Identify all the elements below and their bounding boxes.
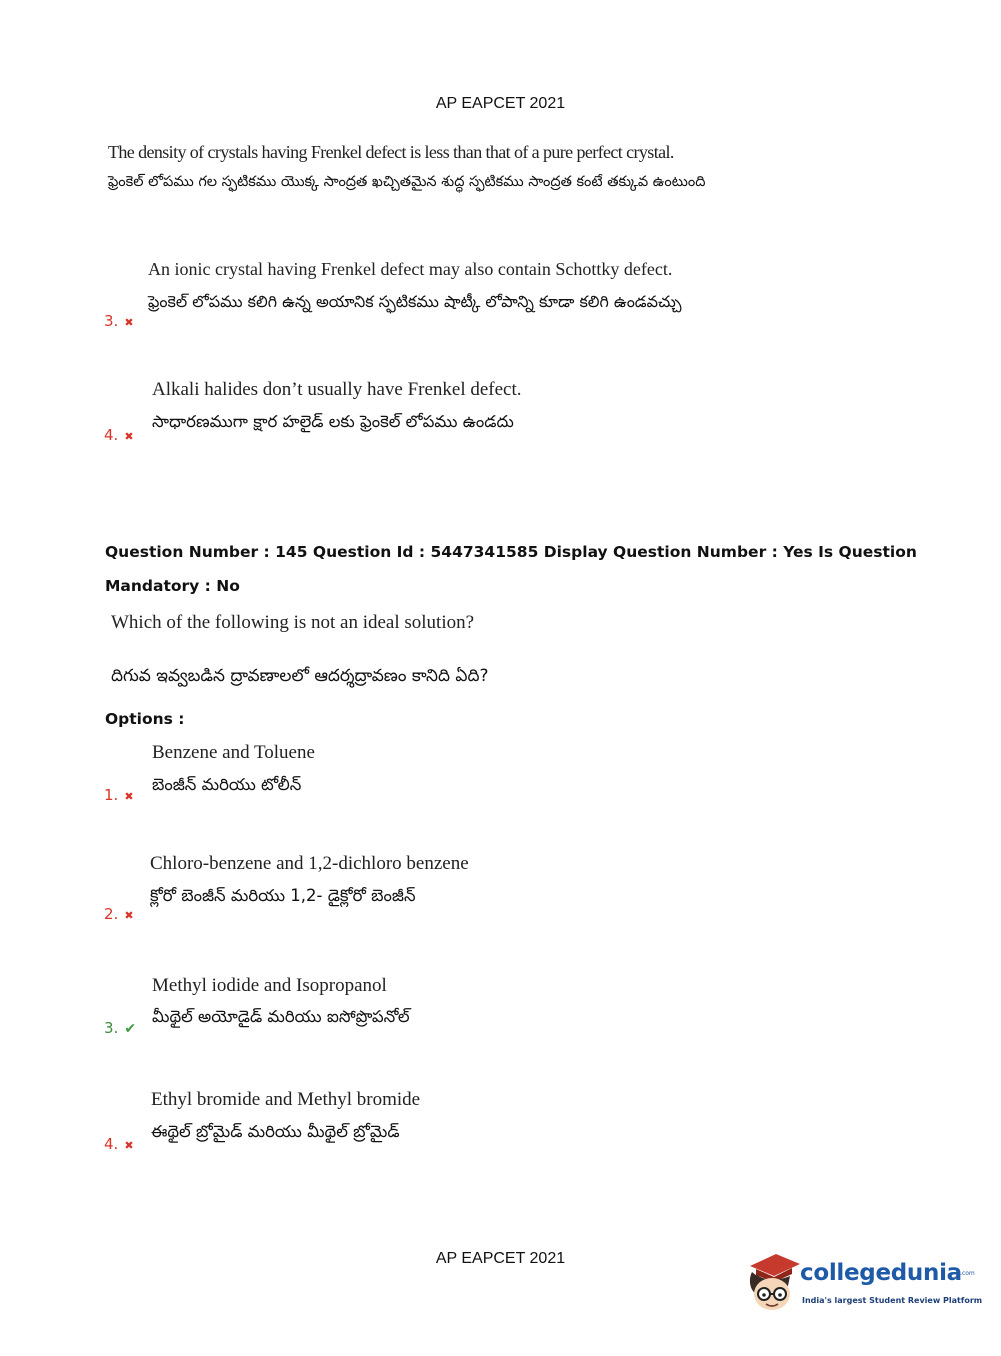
question-meta-line1: Question Number : 145 Question Id : 5447341585 Display Question Number : Yes Is Question [105,543,917,561]
logo-wordmark: collegedunia [800,1260,962,1286]
option-4-english: Ethyl bromide and Methyl bromide [151,1089,421,1110]
prev-statement-english: The density of crystals having Frenkel defect is less than that of a pure perfect crystal. [108,142,674,162]
option-2-telugu: క్లోరో బెంజీన్ మరియు 1,2- డైక్లోరో బెంజీన్ [150,886,416,905]
options-label: Options : [105,710,185,728]
prev-option-4-english: Alkali halides don’t usually have Frenkel defect. [152,379,522,400]
prev-option-3-english: An ionic crystal having Frenkel defect may also contain Schottky defect. [148,259,673,279]
prev-option-4-number [104,426,134,444]
option-2-english: Chloro-benzene and 1,2-dichloro benzene [150,853,469,874]
option-4-telugu: ఈథైల్ బ్రోమైడ్ మరియు మీథైల్ బ్రోమైడ్ [151,1122,400,1141]
prev-option-3-number [104,312,134,330]
mascot-icon [742,1250,802,1316]
option-3-number [104,1019,136,1037]
option-3-telugu: మీథైల్ అయోడైడ్ మరియు ఐసోప్రొపనోల్ [152,1007,410,1026]
option-number: 4. [104,426,119,444]
cross-icon: ✖ [124,430,134,443]
option-number: 4. [104,1135,119,1153]
option-2-number [104,905,134,923]
cross-icon: ✖ [124,909,134,922]
option-1-english: Benzene and Toluene [152,742,315,763]
prev-statement-telugu: ఫ్రెంకెల్ లోపము గల స్ఫటికము యొక్క సాంద్రత ఖచ్చితమైన శుద్ధ స్ఫటికము సాంద్రత కంటే తక్కువ ఉంటుంది [108,174,706,190]
option-4-number [104,1135,134,1153]
prev-option-4-telugu: సాధారణముగా క్షార హలైడ్ లకు ఫ్రెంకెల్ లోపము ఉండదు [152,412,514,431]
question-text-telugu: దిగువ ఇవ్వబడిన ద్రావణాలలో ఆదర్శద్రావణం కానిది ఏది? [111,666,489,686]
option-number: 3. [104,1019,119,1037]
question-meta-line2: Mandatory : No [105,577,240,595]
option-number: 2. [104,905,119,923]
cross-icon: ✖ [124,316,134,329]
cross-icon: ✖ [124,1139,134,1152]
option-number: 1. [104,786,119,804]
check-icon: ✔ [124,1021,137,1037]
page-footer: AP EAPCET 2021 [435,1250,566,1267]
logo-domain: .com [960,1270,975,1277]
option-1-telugu: బెంజీన్ మరియు టోలీన్ [152,775,302,794]
collegedunia-logo [742,1250,983,1320]
option-1-number [104,786,134,804]
option-number: 3. [104,312,119,330]
prev-option-3-telugu: ఫ్రెంకెల్ లోపము కలిగి ఉన్న అయానిక స్ఫటికము షాట్కీ లోపాన్ని కూడా కలిగి ఉండవచ్చు [148,292,682,311]
page-header: AP EAPCET 2021 [435,95,566,112]
logo-tagline: India's largest Student Review Platform [802,1296,983,1305]
question-text-english: Which of the following is not an ideal solution? [111,612,475,633]
cross-icon: ✖ [124,790,134,803]
option-3-english: Methyl iodide and Isopropanol [152,975,387,996]
